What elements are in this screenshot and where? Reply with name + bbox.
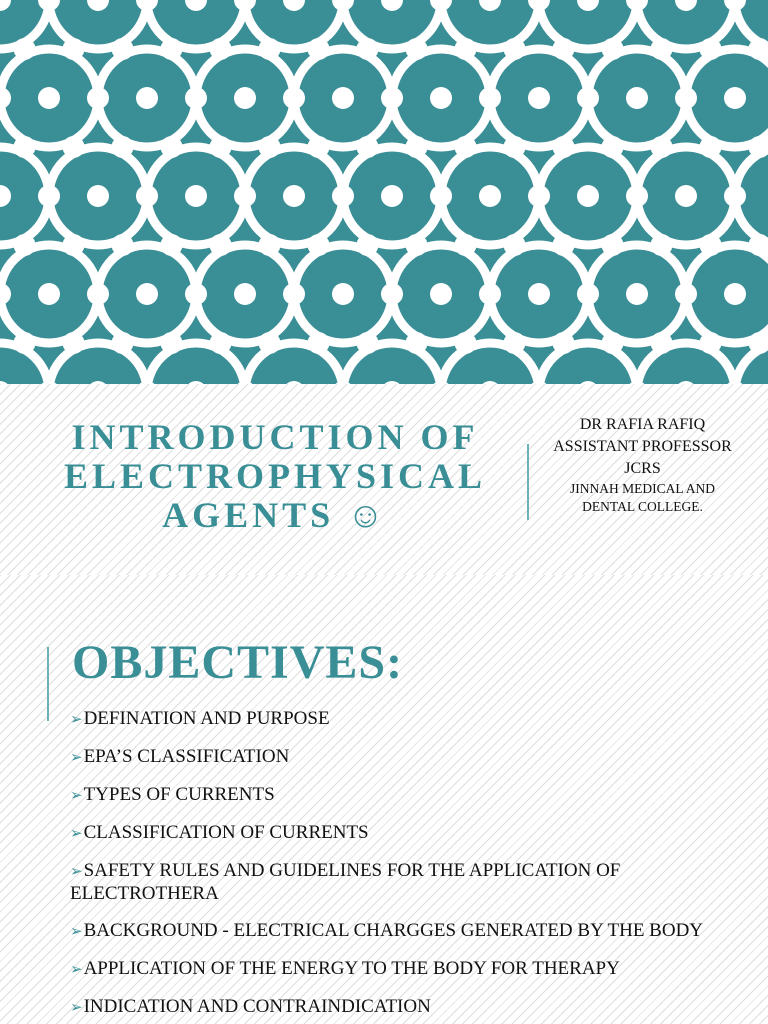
objectives-title: OBJECTIVES: <box>72 636 404 689</box>
list-item <box>70 996 710 1019</box>
list-item <box>70 822 710 845</box>
affiliation-line: DENTAL COLLEGE. <box>582 499 703 514</box>
title-line: ELECTROPHYSICAL <box>63 456 487 496</box>
list-item <box>70 920 710 943</box>
list-item-text: CLASSIFICATION OF CURRENTS <box>83 822 369 843</box>
list-item <box>70 708 710 731</box>
list-item-text: BACKGROUND - ELECTRICAL CHARGGES GENERATED BY THE BODY <box>83 920 704 941</box>
list-item-text: INDICATION AND CONTRAINDICATION <box>83 996 431 1017</box>
presentation-title <box>40 418 510 535</box>
list-item <box>70 784 710 807</box>
arrow-bullet-icon: ➢ <box>70 712 83 728</box>
author-info <box>535 414 750 516</box>
list-item-text: APPLICATION OF THE ENERGY TO THE BODY FOR THERAPY <box>83 958 620 979</box>
arrow-bullet-icon: ➢ <box>70 864 83 880</box>
author-department: JCRS <box>624 460 661 477</box>
list-item-text: DEFINATION AND PURPOSE <box>83 708 330 729</box>
decorative-pattern-banner <box>0 0 768 384</box>
affiliation-line: JINNAH MEDICAL AND <box>570 481 715 496</box>
list-item <box>70 860 710 905</box>
arrow-bullet-icon: ➢ <box>70 826 83 842</box>
list-item-text: TYPES OF CURRENTS <box>83 784 275 805</box>
circle-pattern-graphic <box>0 0 768 384</box>
list-item <box>70 958 710 981</box>
title-line: AGENTS ☺ <box>162 495 388 535</box>
objectives-slide <box>0 575 768 1024</box>
list-item-text: EPA’S CLASSIFICATION <box>83 746 290 767</box>
arrow-bullet-icon: ➢ <box>70 750 83 766</box>
vertical-divider <box>527 444 529 520</box>
list-item <box>70 746 710 769</box>
objectives-list <box>70 708 710 1024</box>
arrow-bullet-icon: ➢ <box>70 1000 83 1016</box>
arrow-bullet-icon: ➢ <box>70 924 83 940</box>
author-position: ASSISTANT PROFESSOR <box>553 438 732 455</box>
arrow-bullet-icon: ➢ <box>70 788 83 804</box>
arrow-bullet-icon: ➢ <box>70 962 83 978</box>
list-item-text: SAFETY RULES AND GUIDELINES FOR THE APPLICATION OF ELECTROTHERA <box>70 860 621 904</box>
title-accent-bar <box>47 647 49 721</box>
author-name: DR RAFIA RAFIQ <box>579 416 706 433</box>
title-line: INTRODUCTION OF <box>71 417 479 457</box>
